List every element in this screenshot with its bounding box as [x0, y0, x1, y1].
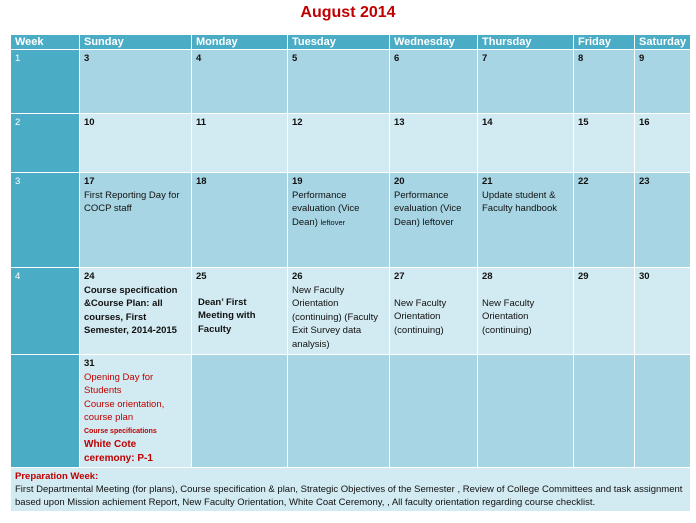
day-number: 7: [482, 53, 488, 64]
day-cell: [635, 268, 691, 355]
event-text: New Faculty Orientation (continuing) (Faculty Exit Survey data analysis): [292, 284, 379, 350]
day-number: 5: [292, 53, 298, 64]
day-cell: [390, 114, 478, 173]
day-cell: [80, 355, 192, 468]
day-cell-empty: [478, 355, 574, 468]
day-cell: [390, 50, 478, 114]
day-number: 26: [292, 271, 303, 282]
day-cell: [80, 114, 192, 173]
day-number: 20: [394, 176, 405, 187]
day-number: 14: [482, 117, 493, 128]
day-number: 30: [639, 271, 650, 282]
header-thursday: Thursday: [478, 35, 574, 50]
week-row: [11, 173, 691, 268]
event-text: Dean’ First Meeting with Faculty: [198, 296, 256, 335]
day-number: 10: [84, 117, 95, 128]
event-text: Performance evaluation (Vice Dean): [292, 189, 360, 228]
day-cell: [80, 50, 192, 114]
header-wednesday: Wednesday: [390, 35, 478, 50]
header-saturday: Saturday: [635, 35, 691, 50]
week-row: [11, 268, 691, 355]
day-cell: [288, 114, 390, 173]
header-friday: Friday: [574, 35, 635, 50]
day-cell: [478, 114, 574, 173]
preparation-row: [11, 468, 691, 512]
day-number: 16: [639, 117, 650, 128]
day-cell: [192, 268, 288, 355]
day-number: 6: [394, 53, 400, 64]
day-number: 12: [292, 117, 303, 128]
day-number: 29: [578, 271, 589, 282]
day-cell-empty: [390, 355, 478, 468]
day-number: 17: [84, 176, 95, 187]
header-monday: Monday: [192, 35, 288, 50]
day-number: 24: [84, 271, 95, 282]
preparation-title: Preparation Week:: [15, 471, 99, 482]
day-cell: [390, 268, 478, 355]
day-number: 27: [394, 271, 405, 282]
event-text: First Reporting Day for COCP staff: [84, 189, 180, 214]
day-cell: [478, 173, 574, 268]
week-row: [11, 355, 691, 468]
day-cell-empty: [635, 355, 691, 468]
day-cell: [574, 114, 635, 173]
day-cell: [288, 173, 390, 268]
event-text: Update student & Faculty handbook: [482, 189, 557, 214]
day-cell-empty: [192, 355, 288, 468]
day-cell-empty: [288, 355, 390, 468]
header-row: [11, 35, 691, 50]
day-cell: [574, 268, 635, 355]
day-cell: [478, 268, 574, 355]
day-number: 25: [196, 271, 207, 282]
day-cell: [574, 50, 635, 114]
day-number: 3: [84, 53, 90, 64]
week-number: 3: [11, 173, 80, 268]
header-week: Week: [11, 35, 80, 50]
day-cell-empty: [574, 355, 635, 468]
day-number: 9: [639, 53, 645, 64]
day-cell: [574, 173, 635, 268]
week-number-empty: [11, 355, 80, 468]
day-number: 4: [196, 53, 202, 64]
day-cell: [288, 50, 390, 114]
week-row: [11, 50, 691, 114]
day-number: 23: [639, 176, 650, 187]
day-cell: [635, 173, 691, 268]
event-note: leftover: [320, 217, 346, 227]
preparation-text: First Departmental Meeting (for plans), Course specification & plan, Strategic Objectives of the Semester , Review of College Committees and task assignment based upon Mission achiement Report, New Faculty Orientation, White Coat Ceremony, , All faculty orientation regarding course checklist.: [15, 484, 683, 508]
calendar-table: [10, 34, 691, 512]
day-cell: [478, 50, 574, 114]
event-text: Course specification &Course Plan: all courses, First Semester, 2014-2015: [84, 284, 178, 336]
day-number: 28: [482, 271, 493, 282]
day-number: 15: [578, 117, 589, 128]
day-number: 31: [84, 358, 95, 369]
day-cell: [192, 50, 288, 114]
day-number: 19: [292, 176, 303, 187]
header-sunday: Sunday: [80, 35, 192, 50]
calendar-title: August 2014: [300, 4, 396, 21]
day-cell: [635, 114, 691, 173]
day-number: 8: [578, 53, 584, 64]
event-text: New Faculty Orientation (continuing): [482, 297, 535, 336]
week-number: 4: [11, 268, 80, 355]
day-cell: [192, 173, 288, 268]
event-text-course-spec: Course specifications: [84, 427, 157, 435]
event-text-white-coat: White Cote ceremony: P-1: [84, 439, 153, 464]
event-text: New Faculty Orientation (continuing): [394, 297, 447, 336]
header-tuesday: Tuesday: [288, 35, 390, 50]
day-cell: [80, 173, 192, 268]
day-cell: [390, 173, 478, 268]
day-cell: [288, 268, 390, 355]
day-number: 11: [196, 117, 207, 128]
day-number: 13: [394, 117, 405, 128]
day-number: 22: [578, 176, 589, 187]
week-number: 1: [11, 50, 80, 114]
event-text-course-orientation: Course orientation, course plan: [84, 398, 165, 423]
week-row: [11, 114, 691, 173]
day-cell: [635, 50, 691, 114]
week-number: 2: [11, 114, 80, 173]
day-cell: [80, 268, 192, 355]
day-cell: [192, 114, 288, 173]
day-number: 18: [196, 176, 207, 187]
preparation-cell: [11, 468, 691, 512]
event-text: Performance evaluation (Vice Dean) leftover: [394, 189, 462, 228]
event-text-opening: Opening Day for Students: [84, 371, 154, 396]
day-number: 21: [482, 176, 493, 187]
